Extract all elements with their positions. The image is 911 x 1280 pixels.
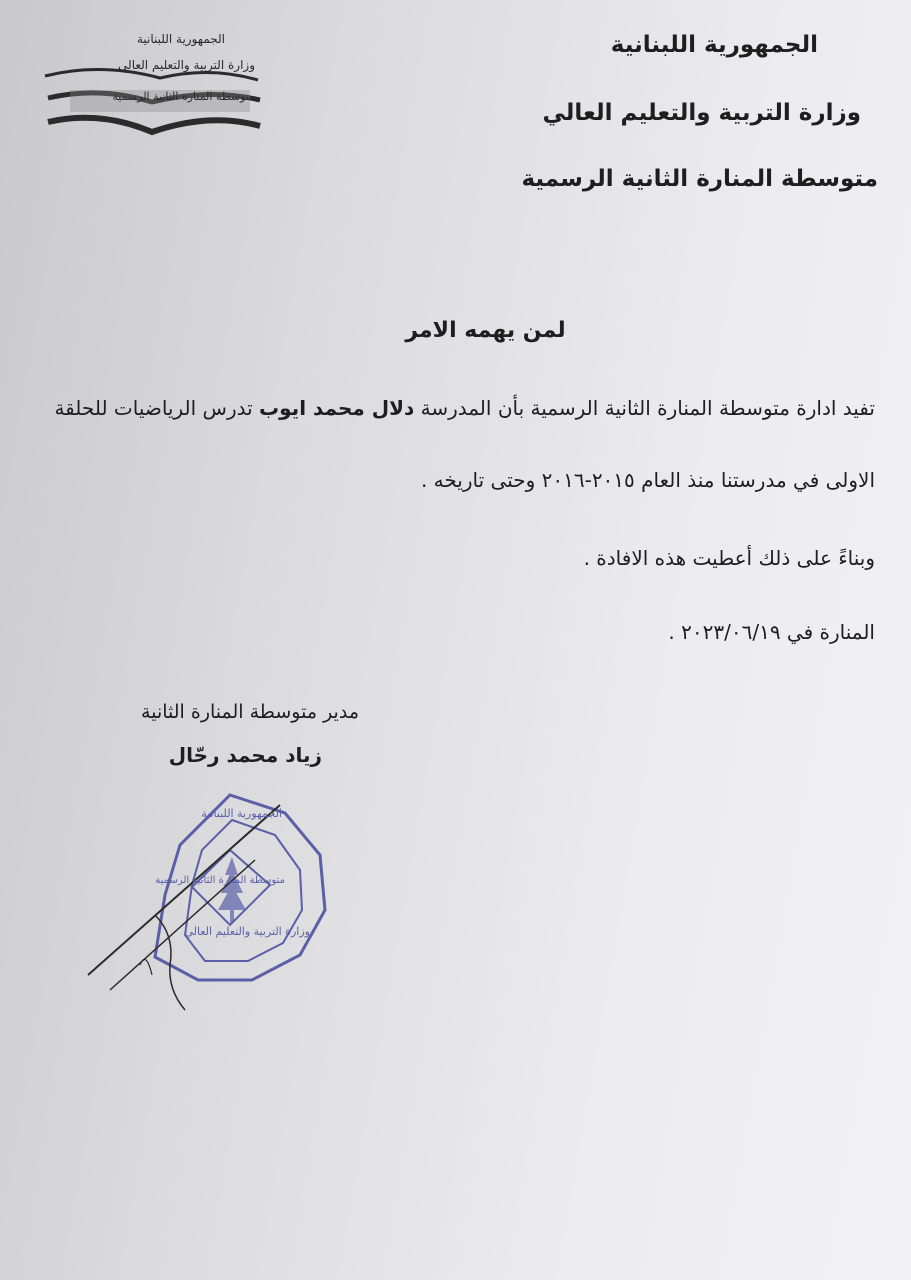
- header-republic: الجمهورية اللبنانية: [610, 32, 818, 58]
- para1-end: تدرس الرياضيات للحلقة: [54, 396, 260, 420]
- school-logo: [40, 28, 265, 138]
- letter-paragraph-2: الاولى في مدرستنا منذ العام ٢٠١٥-٢٠١٦ وحتى تاريخه .: [420, 468, 875, 492]
- stamp-text-bottom: وزارة التربية والتعليم العالي: [184, 925, 310, 938]
- logo-text-republic: الجمهورية اللبنانية: [136, 32, 225, 46]
- letter-paragraph-3: وبناءً على ذلك أعطيت هذه الافادة .: [583, 546, 875, 570]
- para1-start: تفيد ادارة متوسطة المنارة الثانية الرسمية بأن المدرسة: [414, 396, 875, 420]
- header-school: متوسطة المنارة الثانية الرسمية: [521, 166, 878, 192]
- official-stamp: [80, 775, 340, 1015]
- letter-subject: لمن يهمه الامر: [405, 318, 566, 343]
- logo-text-ministry: وزارة التربية والتعليم العالي: [118, 58, 255, 72]
- stamp-text-center: متوسطة المنارة الثانية الرسمية: [155, 875, 285, 886]
- stamp-text-top: الجمهورية اللبنانية: [201, 807, 282, 820]
- teacher-name: دلال محمد ايوب: [259, 396, 415, 420]
- signature-title: مدير متوسطة المنارة الثانية: [141, 701, 359, 723]
- letter-paragraph-1: [54, 396, 875, 420]
- logo-text-school: متوسطة المنارة الثانية الرسمية: [112, 90, 255, 103]
- header-ministry: وزارة التربية والتعليم العالي: [542, 100, 861, 126]
- signature-name: زياد محمد رحّال: [168, 743, 322, 767]
- letter-date-line: المنارة في ٢٠٢٣/٠٦/١٩ .: [668, 620, 875, 644]
